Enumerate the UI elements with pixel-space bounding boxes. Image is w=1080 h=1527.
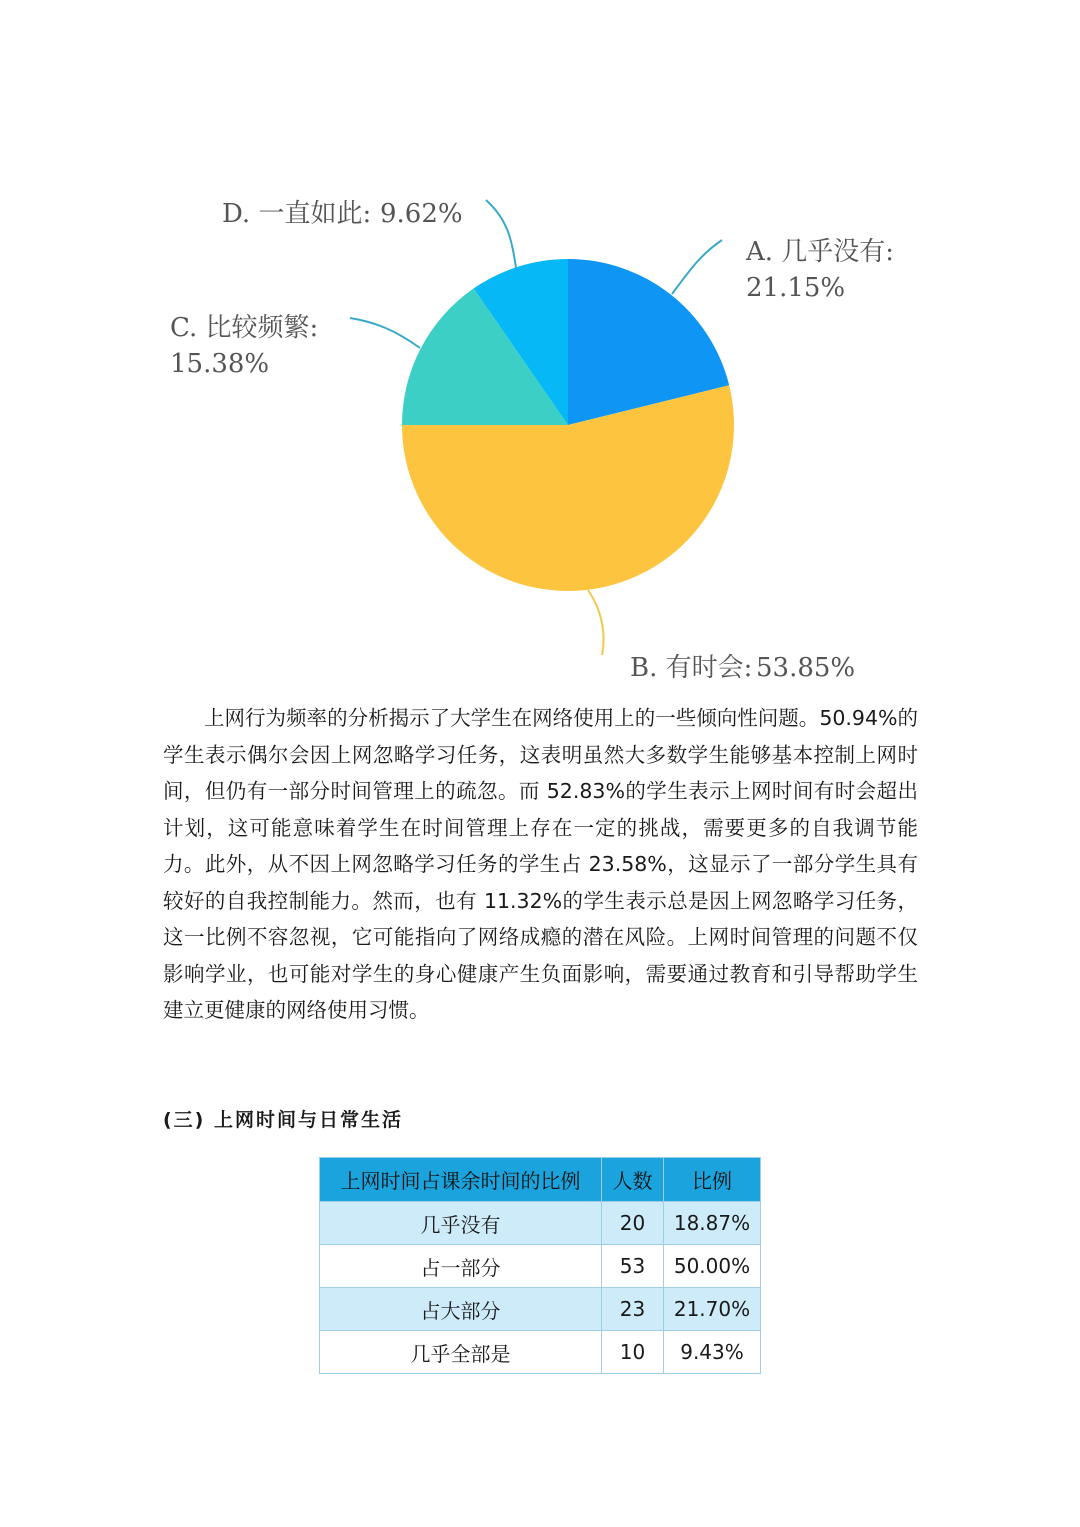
table-cell: 9.43% [664, 1331, 761, 1374]
table-row [320, 1288, 761, 1331]
table-cell: 18.87% [664, 1202, 761, 1245]
table-cell: 50.00% [664, 1245, 761, 1288]
pie-value-a: 21.15% [746, 273, 846, 303]
pie-label-d: D. 一直如此: [222, 199, 372, 229]
table-cell: 几乎全部是 [320, 1331, 602, 1374]
table-cell: 20 [602, 1202, 664, 1245]
pie-value-b: 53.85% [756, 653, 856, 683]
pie-slices [402, 259, 734, 591]
table-cell: 占一部分 [320, 1245, 602, 1288]
pie-label-a: A. 几乎没有: [746, 237, 895, 267]
table-header-percent: 比例 [664, 1158, 761, 1202]
pie-chart [0, 0, 1080, 700]
leader-line-d [486, 200, 516, 268]
table-cell: 23 [602, 1288, 664, 1331]
table-cell: 10 [602, 1331, 664, 1374]
leader-line-c [350, 318, 420, 348]
pie-value-d: 9.62% [380, 199, 463, 229]
table-cell: 占大部分 [320, 1288, 602, 1331]
table-cell: 几乎没有 [320, 1202, 602, 1245]
table-cell: 21.70% [664, 1288, 761, 1331]
body-paragraph [163, 700, 918, 1029]
leader-line-a [672, 240, 722, 294]
paragraph-text: 上网行为频率的分析揭示了大学生在网络使用上的一些倾向性问题。50.94%的学生表示偶尔会因上网忽略学习任务，这表明虽然大多数学生能够基本控制上网时间，但仍有一部分时间管理上的疏忽。而 52.83%的学生表示上网时间有时会超出计划，这可能意味着学生在时间管理上存在一定的挑战，需要更多的自我调节能力。此外，从不因上网忽略学习任务的学生占 23.58%，这显示了一部分学生具有较好的自我控制能力。然而，也有 11.32%的学生表示总是因上网忽略学习任务，这一比例不容忽视，它可能指向了网络成瘾的潜在风险。上网时间管理的问题不仅影响学业，也可能对学生的身心健康产生负面影响，需要通过教育和引导帮助学生建立更健康的网络使用习惯。 [163, 706, 918, 1022]
pie-value-c: 15.38% [170, 349, 270, 379]
section-heading: (三) 上网时间与日常生活 [163, 1109, 403, 1131]
table-row [320, 1331, 761, 1374]
table-header-count: 人数 [602, 1158, 664, 1202]
table-row [320, 1202, 761, 1245]
table-header-row [320, 1158, 761, 1202]
leader-line-b [588, 590, 604, 655]
pie-label-c: C. 比较频繁: [170, 313, 319, 343]
table-row [320, 1245, 761, 1288]
data-table [319, 1157, 761, 1374]
table-cell: 53 [602, 1245, 664, 1288]
pie-label-b: B. 有时会: [630, 653, 753, 683]
table-header-ratio: 上网时间占课余时间的比例 [320, 1158, 602, 1202]
